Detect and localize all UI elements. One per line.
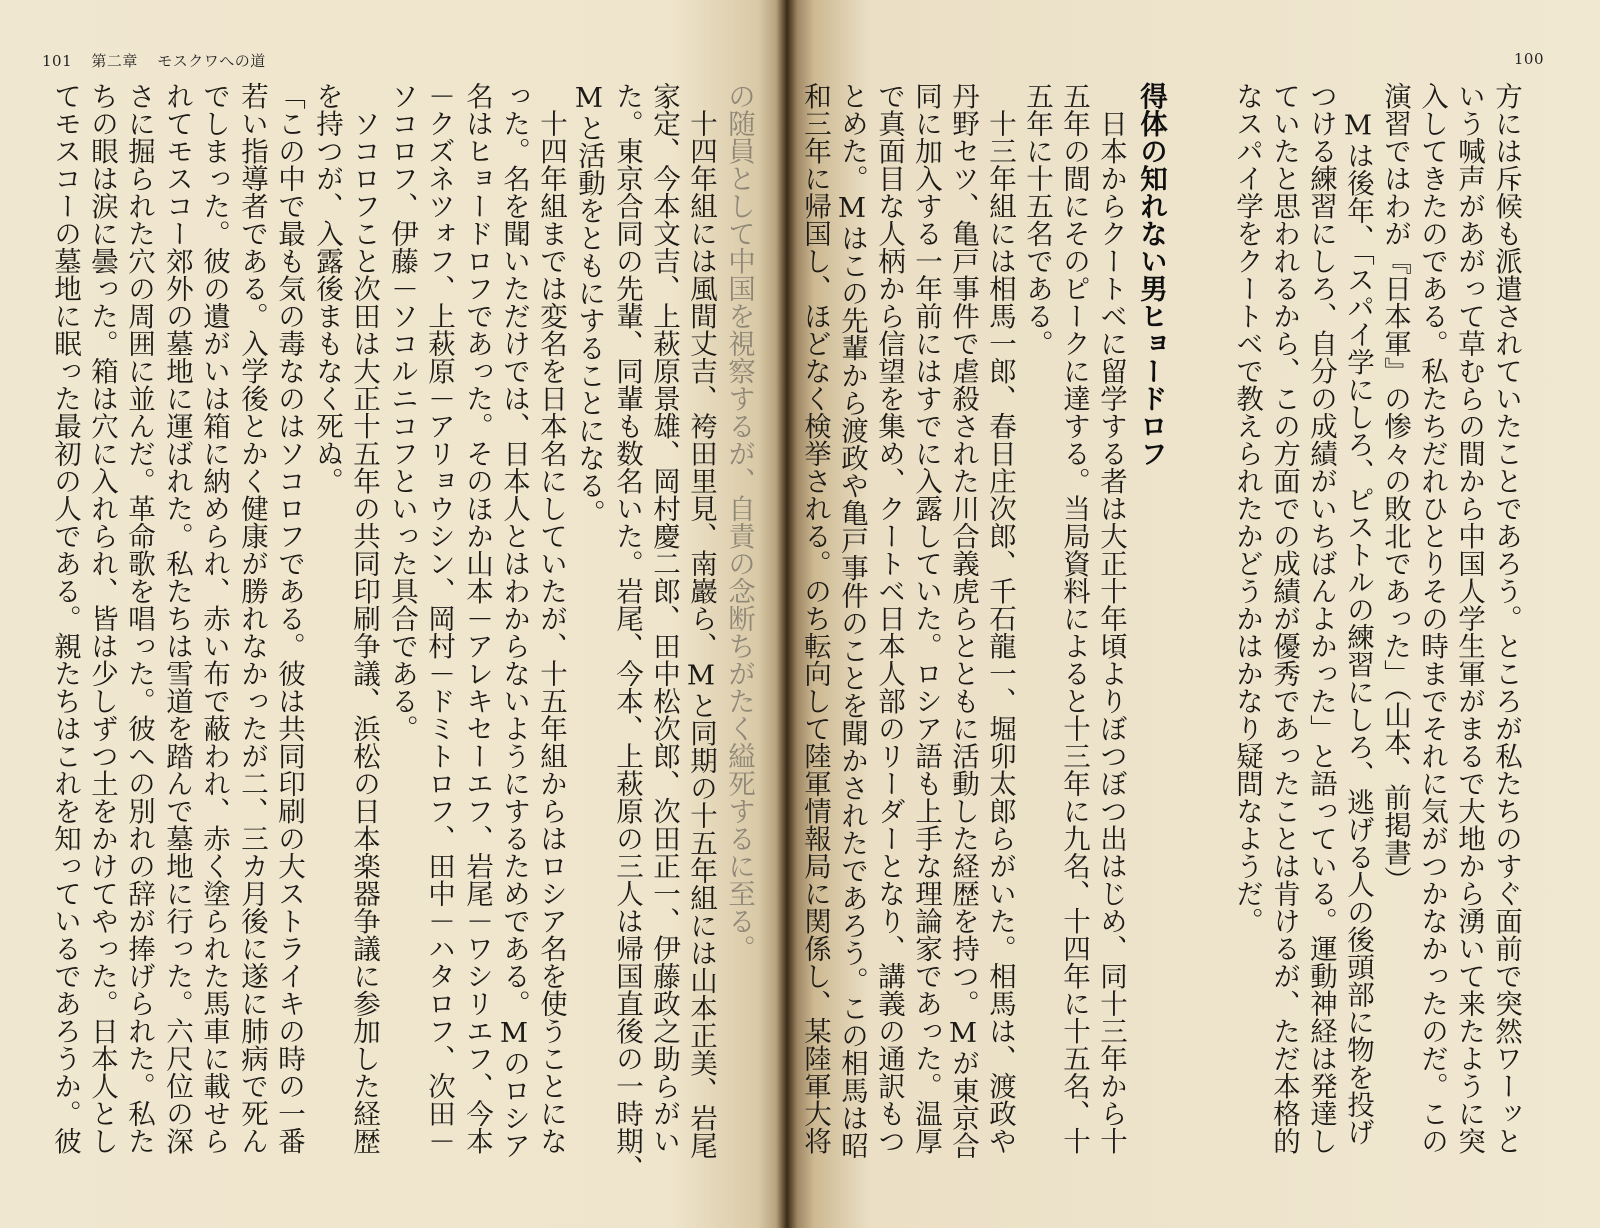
text-column: 日本からクートベに留学する者は大正十年頃よりぼつぼつ出はじめ、同十三年から十 — [1095, 82, 1127, 1155]
text-column: 五年の間にそのピークに達する。当局資料によると十三年に九名、十四年に十五名、十 — [1058, 82, 1090, 1155]
text-column: で真面目な人柄から信望を集め、クートベ日本人部のリーダーとなり、講義の通訳もつ — [873, 82, 905, 1155]
text-column: を持つが、入露後まもなく死ぬ。 — [311, 82, 343, 495]
text-column: つける練習にしろ、自分の成績がいちばんよかった」と語っている。運動神経は発達し — [1305, 82, 1337, 1155]
text-column: ちの眼は涙に曇った。箱は穴に入れられ、皆は少しずつ土をかけてやった。日本人とし — [86, 82, 118, 1155]
text-column: てモスコーの墓地に眠った最初の人である。親たちはこれを知っているであろうか。彼 — [49, 82, 81, 1155]
text-column: Mは後年、「スパイ学にしろ、ピストルの練習にしろ、逃げる人の後頭部に物を投げ — [1342, 82, 1374, 1146]
text-column: さに掘られた穴の周囲に並んだ。革命歌を唱った。彼への別れの辞が捧げられた。私た — [123, 82, 155, 1155]
text-column: でしまった。彼の遺がいは箱に納められ、赤い布で蔽われ、赤く塗られた馬車に載せら — [198, 82, 230, 1155]
text-column: 丹野セツ、亀戸事件で虐殺された川合義虎らとともに活動した経歴を持つ。Mが東京合 — [947, 82, 979, 1159]
text-column: った。名を聞いただけでは、日本人とはわからないようにするためである。Mのロシア — [498, 82, 530, 1159]
text-column: ていたと思われるから、この方面での成績が優秀であったことは肯けるが、ただ本格的 — [1268, 82, 1300, 1155]
text-column: 十四年組には風間丈吉、袴田里見、南巖ら、Mと同期の十五年組には山本正美、岩尾 — [685, 82, 717, 1159]
text-column: Mと活動をともにすることになる。 — [573, 82, 605, 527]
text-column: 五年に十五名である。 — [1021, 82, 1053, 357]
text-column: 若い指導者である。入学後とかく健康が勝れなかったが二、三カ月後に遂に肺病で死ん — [236, 82, 268, 1155]
chapter-title: モスクワへの道 — [157, 52, 266, 70]
text-column: 方には斥候も派遣されていたことであろう。ところが私たちのすぐ面前で突然ワーッと — [1490, 82, 1522, 1155]
section-heading: 得体の知れない男ヒョードロフ — [1135, 82, 1167, 467]
left-page-number: 101 — [42, 52, 73, 70]
text-column: 同に加入する一年前にはすでに入露していた。ロシア語も上手な理論家であった。温厚 — [910, 82, 942, 1155]
chapter-label: 第二章 — [91, 52, 138, 70]
text-column: 家定、今本文吉、上萩原景雄、岡村慶二郎、田中松次郎、次田正一、伊藤政之助らがい — [648, 82, 680, 1155]
text-column: の随員として中国を視察するが、自責の念断ちがたく縊死するに至る。 — [723, 82, 755, 962]
text-column: ソコロフ、伊藤－ソコルニコフといった具合である。 — [386, 82, 418, 742]
text-column: なスパイ学をクートベで教えられたかどうかはかなり疑問なようだ。 — [1231, 82, 1263, 935]
text-column: －クズネツォフ、上萩原－アリョウシン、岡村－ドミトロフ、田中－ハタロフ、次田－ — [423, 82, 455, 1155]
text-column: 入してきたのである。私たちだれひとりその時までそれに気がつかなかったのだ。この — [1416, 82, 1448, 1155]
text-column: れてモスコー郊外の墓地に運ばれた。私たちは雪道を踏んで墓地に行った。六尺位の深 — [161, 82, 193, 1155]
text-column: いう喊声があがって草むらの間から中国人学生軍がまるで大地から湧いて来たように突 — [1453, 82, 1485, 1155]
book-gutter — [776, 0, 798, 1228]
text-column: 十三年組には相馬一郎、春日庄次郎、千石龍一、堀卯太郎らがいた。相馬は、渡政や — [984, 82, 1016, 1155]
left-page — [0, 0, 790, 1228]
text-column: 演習ではわが『日本軍』の惨々の敗北であった」（山本、前掲書） — [1379, 82, 1411, 894]
text-column: 和三年に帰国し、ほどなく検挙される。のち転向して陸軍情報局に関係し、某陸軍大将 — [799, 82, 831, 1155]
text-column: 「この中で最も気の毒なのはソコロフである。彼は共同印刷の大ストライキの時の一番 — [273, 82, 305, 1155]
text-column: とめた。Mはこの先輩から渡政や亀戸事件のことを聞かされたであろう。この相馬は昭 — [836, 82, 868, 1159]
left-page-header — [42, 50, 280, 71]
text-column: ソコロフこと次田は大正十五年の共同印刷争議、浜松の日本楽器争議に参加した経歴 — [348, 82, 380, 1155]
right-page-number: 100 — [1513, 50, 1544, 68]
text-column: 名はヒョードロフであった。そのほか山本－アレキセーエフ、岩尾－ワシリエフ、今本 — [461, 82, 493, 1155]
text-column: た。東京合同の先輩、同輩も数名いた。岩尾、今本、上萩原の三人は帰国直後の一時期、 — [611, 82, 643, 1182]
right-page-header — [1514, 50, 1558, 68]
text-column: 十四年組までは変名を日本名にしていたが、十五年組からはロシア名を使うことにな — [535, 82, 567, 1155]
right-page — [790, 0, 1600, 1228]
